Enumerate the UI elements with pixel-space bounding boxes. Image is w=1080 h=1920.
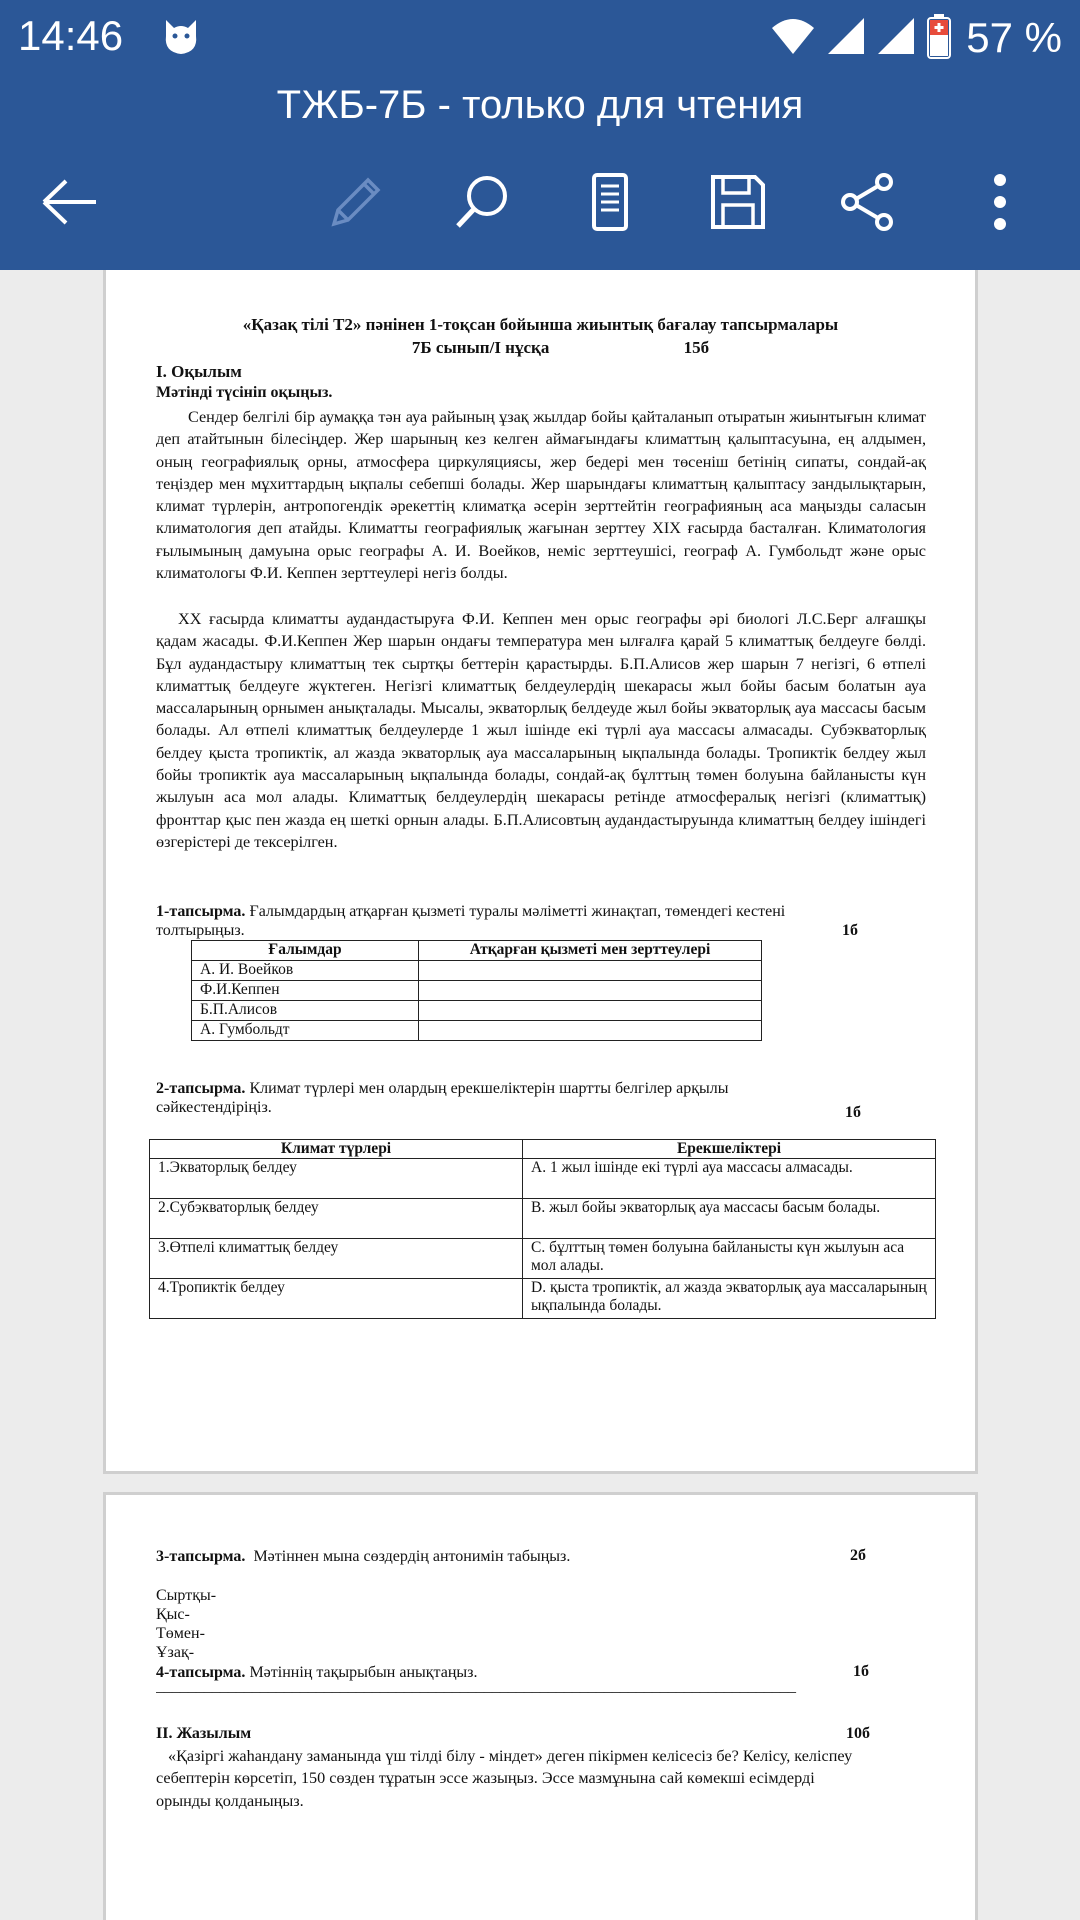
section-2-points: 10б [846, 1725, 870, 1742]
task-4-text: Мәтіннің тақырыбын анықтаңыз. [249, 1664, 478, 1681]
status-time: 14:46 [18, 12, 124, 59]
scientist-name: Ф.И.Кеппен [192, 981, 419, 1001]
mobile-view-icon[interactable] [578, 170, 642, 234]
essay-prompt [156, 1745, 866, 1812]
climate-type: 4.Тропиктік белдеу [150, 1279, 523, 1319]
table-row [192, 961, 762, 981]
task-3-points: 2б [850, 1547, 866, 1564]
table2-header: Климат түрлері [150, 1140, 523, 1159]
table-row [192, 1001, 762, 1021]
section-writing: ІІ. Жазылым [156, 1725, 252, 1742]
task-1-points: 1б [842, 922, 858, 939]
instruction: Мәтінді түсініп оқыңыз. [156, 384, 333, 401]
answer-cell[interactable] [419, 1021, 762, 1041]
task-3-label: 3-тапсырма. [156, 1548, 246, 1565]
task-1-text: Ғалымдардың атқарған қызметі туралы мәліметті жинақтап, төмендегі кестені толтырыңыз. [156, 903, 786, 939]
climate-type: 1.Экваторлық белдеу [150, 1159, 523, 1199]
table-row [150, 1279, 936, 1319]
signal-icon-2 [876, 16, 916, 61]
back-icon[interactable] [38, 170, 102, 234]
task-2-text: Климат түрлері мен олардың ерекшеліктерін шартты белгілер арқылы сәйкестендіріңіз. [156, 1080, 729, 1116]
climate-feature: А. 1 жыл ішінде екі түрлі ауа массасы алмасады. [523, 1159, 936, 1199]
answer-cell[interactable] [419, 981, 762, 1001]
doc-heading: «Қазақ тілі Т2» пәнінен 1-тоқсан бойынша жиынтық бағалау тапсырмалары [242, 315, 839, 334]
climate-feature: С. бұлттың төмен болуына байланысты күн жылуын аса мол алады. [523, 1239, 936, 1279]
status-bar [0, 0, 1080, 75]
doc-subheading [106, 338, 975, 358]
task-1-label: 1-тапсырма. [156, 903, 246, 920]
task-3-text: Мәтіннен мына сөздердің антонимін табыңыз. [253, 1548, 571, 1565]
scientist-name: Б.П.Алисов [192, 1001, 419, 1021]
total-points: 15б [683, 338, 710, 357]
battery-icon [926, 13, 952, 64]
climate-table [149, 1139, 936, 1319]
paragraph-2 [156, 608, 926, 853]
save-icon[interactable] [706, 170, 770, 234]
battery-percent: 57 % [966, 14, 1062, 61]
notification-cat-icon [160, 14, 202, 63]
table-row [192, 981, 762, 1001]
document-page-2[interactable] [103, 1492, 978, 1920]
document-page-1[interactable] [103, 270, 978, 1474]
table2-header: Ерекшеліктері [523, 1140, 936, 1159]
more-icon[interactable] [968, 170, 1032, 234]
table-row [192, 1021, 762, 1041]
task-2-points: 1б [845, 1104, 861, 1121]
answer-line: ________________________________________________________________________________ [156, 1678, 796, 1695]
wifi-icon [770, 16, 816, 61]
document-title: ТЖБ-7Б - только для чтения [276, 83, 804, 127]
answer-cell[interactable] [419, 1001, 762, 1021]
task-3 [156, 1547, 570, 1566]
table1-header: Атқарған қызметі мен зерттеулері [419, 941, 762, 961]
signal-icon [826, 16, 866, 61]
antonym-word: Сыртқы- [156, 1587, 217, 1604]
essay-text: «Қазіргі жаһандану заманында үш тілді білу - міндет» деген пікірмен келісесіз бе? Келісу, келіспеу себептерін көрсетіп, 150 сөзден тұратын эссе жазыңыз. Эссе мазмұнына сай көмекші есімдерді орынды қолданыңыз. [156, 1747, 853, 1810]
class-variant: 7Б сынып/І нұсқа [411, 338, 550, 357]
scientist-name: А. Гумбольдт [192, 1021, 419, 1041]
paragraph-1 [156, 406, 926, 584]
answer-cell[interactable] [419, 961, 762, 981]
climate-type: 3.Өтпелі климаттық белдеу [150, 1239, 523, 1279]
climate-feature: В. жыл бойы экваторлық ауа массасы басым болады. [523, 1199, 936, 1239]
climate-feature: D. қыста тропиктік, ал жазда экваторлық ауа массаларының ықпалында болады. [523, 1279, 936, 1319]
task-2-label: 2-тапсырма. [156, 1080, 246, 1097]
antonym-word: Қыс- [156, 1606, 190, 1623]
scientists-table [191, 940, 762, 1041]
table-row [150, 1159, 936, 1199]
table1-header: Ғалымдар [192, 941, 419, 961]
task-1 [156, 902, 866, 940]
table-row [150, 1199, 936, 1239]
pencil-icon[interactable] [322, 170, 386, 234]
share-icon[interactable] [836, 170, 900, 234]
task-4-label: 4-тапсырма. [156, 1664, 246, 1681]
antonym-word: Төмен- [156, 1625, 205, 1642]
toolbar [0, 150, 1080, 250]
scientist-name: А. И. Воейков [192, 961, 419, 981]
paragraph-1-text: Сендер белгілі бір аумаққа тән ауа райының ұзақ жылдар бойы қайталанып отыратын жиынтығын климат деп атайтынын білесіңдер. Жер шарының кез келген аймағындағы климаттың қалыптасуына, ең алдымен, оның географиялық орны, атмосфера циркуляциясы, жер бедері мен төсеніш бетінің сипаты, сондай-ақ теңіздер мен мұхиттардың ықпалы себепші болады. Жер шарындағы климаттың қалыптасу зандылықтарын, климат түрлерін, антропогендік әрекеттің климатқа әсерін зерттейтін географияның аса маңызды саласын климатология деп атайды. Климатты географиялық жағынан зерттеу XIX ғасырда басталған. Климатология ғылымының дамуына орыс географы А. И. Воейков, неміс зерттеушісі, географ А. Гумбольдт және орыс климатологы Ф.И. Кеппен зерттеулері негіз болды. [156, 408, 926, 583]
task-2 [156, 1079, 826, 1117]
paragraph-2-text: XX ғасырда климатты аудандастыруға Ф.И. Кеппен мен орыс географы әрі биологі Л.С.Берг алғашқы қадам жасады. Ф.И.Кеппен Жер шарын ондағы температура мен ылғалға қарай 5 климаттық белдеуге бөлді. Бұл аудандастыру климаттың тек сыртқы беттерін қарастырды. Б.П.Алисов жер шарын 7 негізгі, 6 өтпелі климаттық белдеуге жүктеген. Негізгі климаттық белдеулердің шекарасы жыл бойы басым болатын ауа массаларының орнымен анықталады. Мысалы, экваторлық белдеуде жыл бойы экваторлық ауа массасы басым болады. Ал өтпелі климаттық белдеулерде 1 жыл ішінде екі түрлі ауа массасы алмасады. Субэкваторлық белдеу қыста тропиктік, ал жазда экваторлық ауа массаларының ықпалында болады. Тропиктік белдеу жыл бойы тропиктік ауа массаларының ықпалында болады, сондай-ақ бұлттың төмен болуына байланысты күн жылуын аса мол алады. Климаттық белдеулердің шекарасы ретінде атмосфералық негізгі (климаттық) фронттар қыс пен жазда ең шеткі орнын алады. Б.П.Алисовтың аудандастыруында климаттың белдеу ішіндегі өзгерістері де тексерілген. [156, 610, 926, 851]
task-4-points: 1б [853, 1663, 869, 1680]
antonym-word: Ұзақ- [156, 1644, 195, 1661]
search-icon[interactable] [450, 170, 514, 234]
app-bar [0, 0, 1080, 270]
table-row [150, 1239, 936, 1279]
climate-type: 2.Субэкваторлық белдеу [150, 1199, 523, 1239]
section-reading: І. Оқылым [156, 362, 242, 381]
